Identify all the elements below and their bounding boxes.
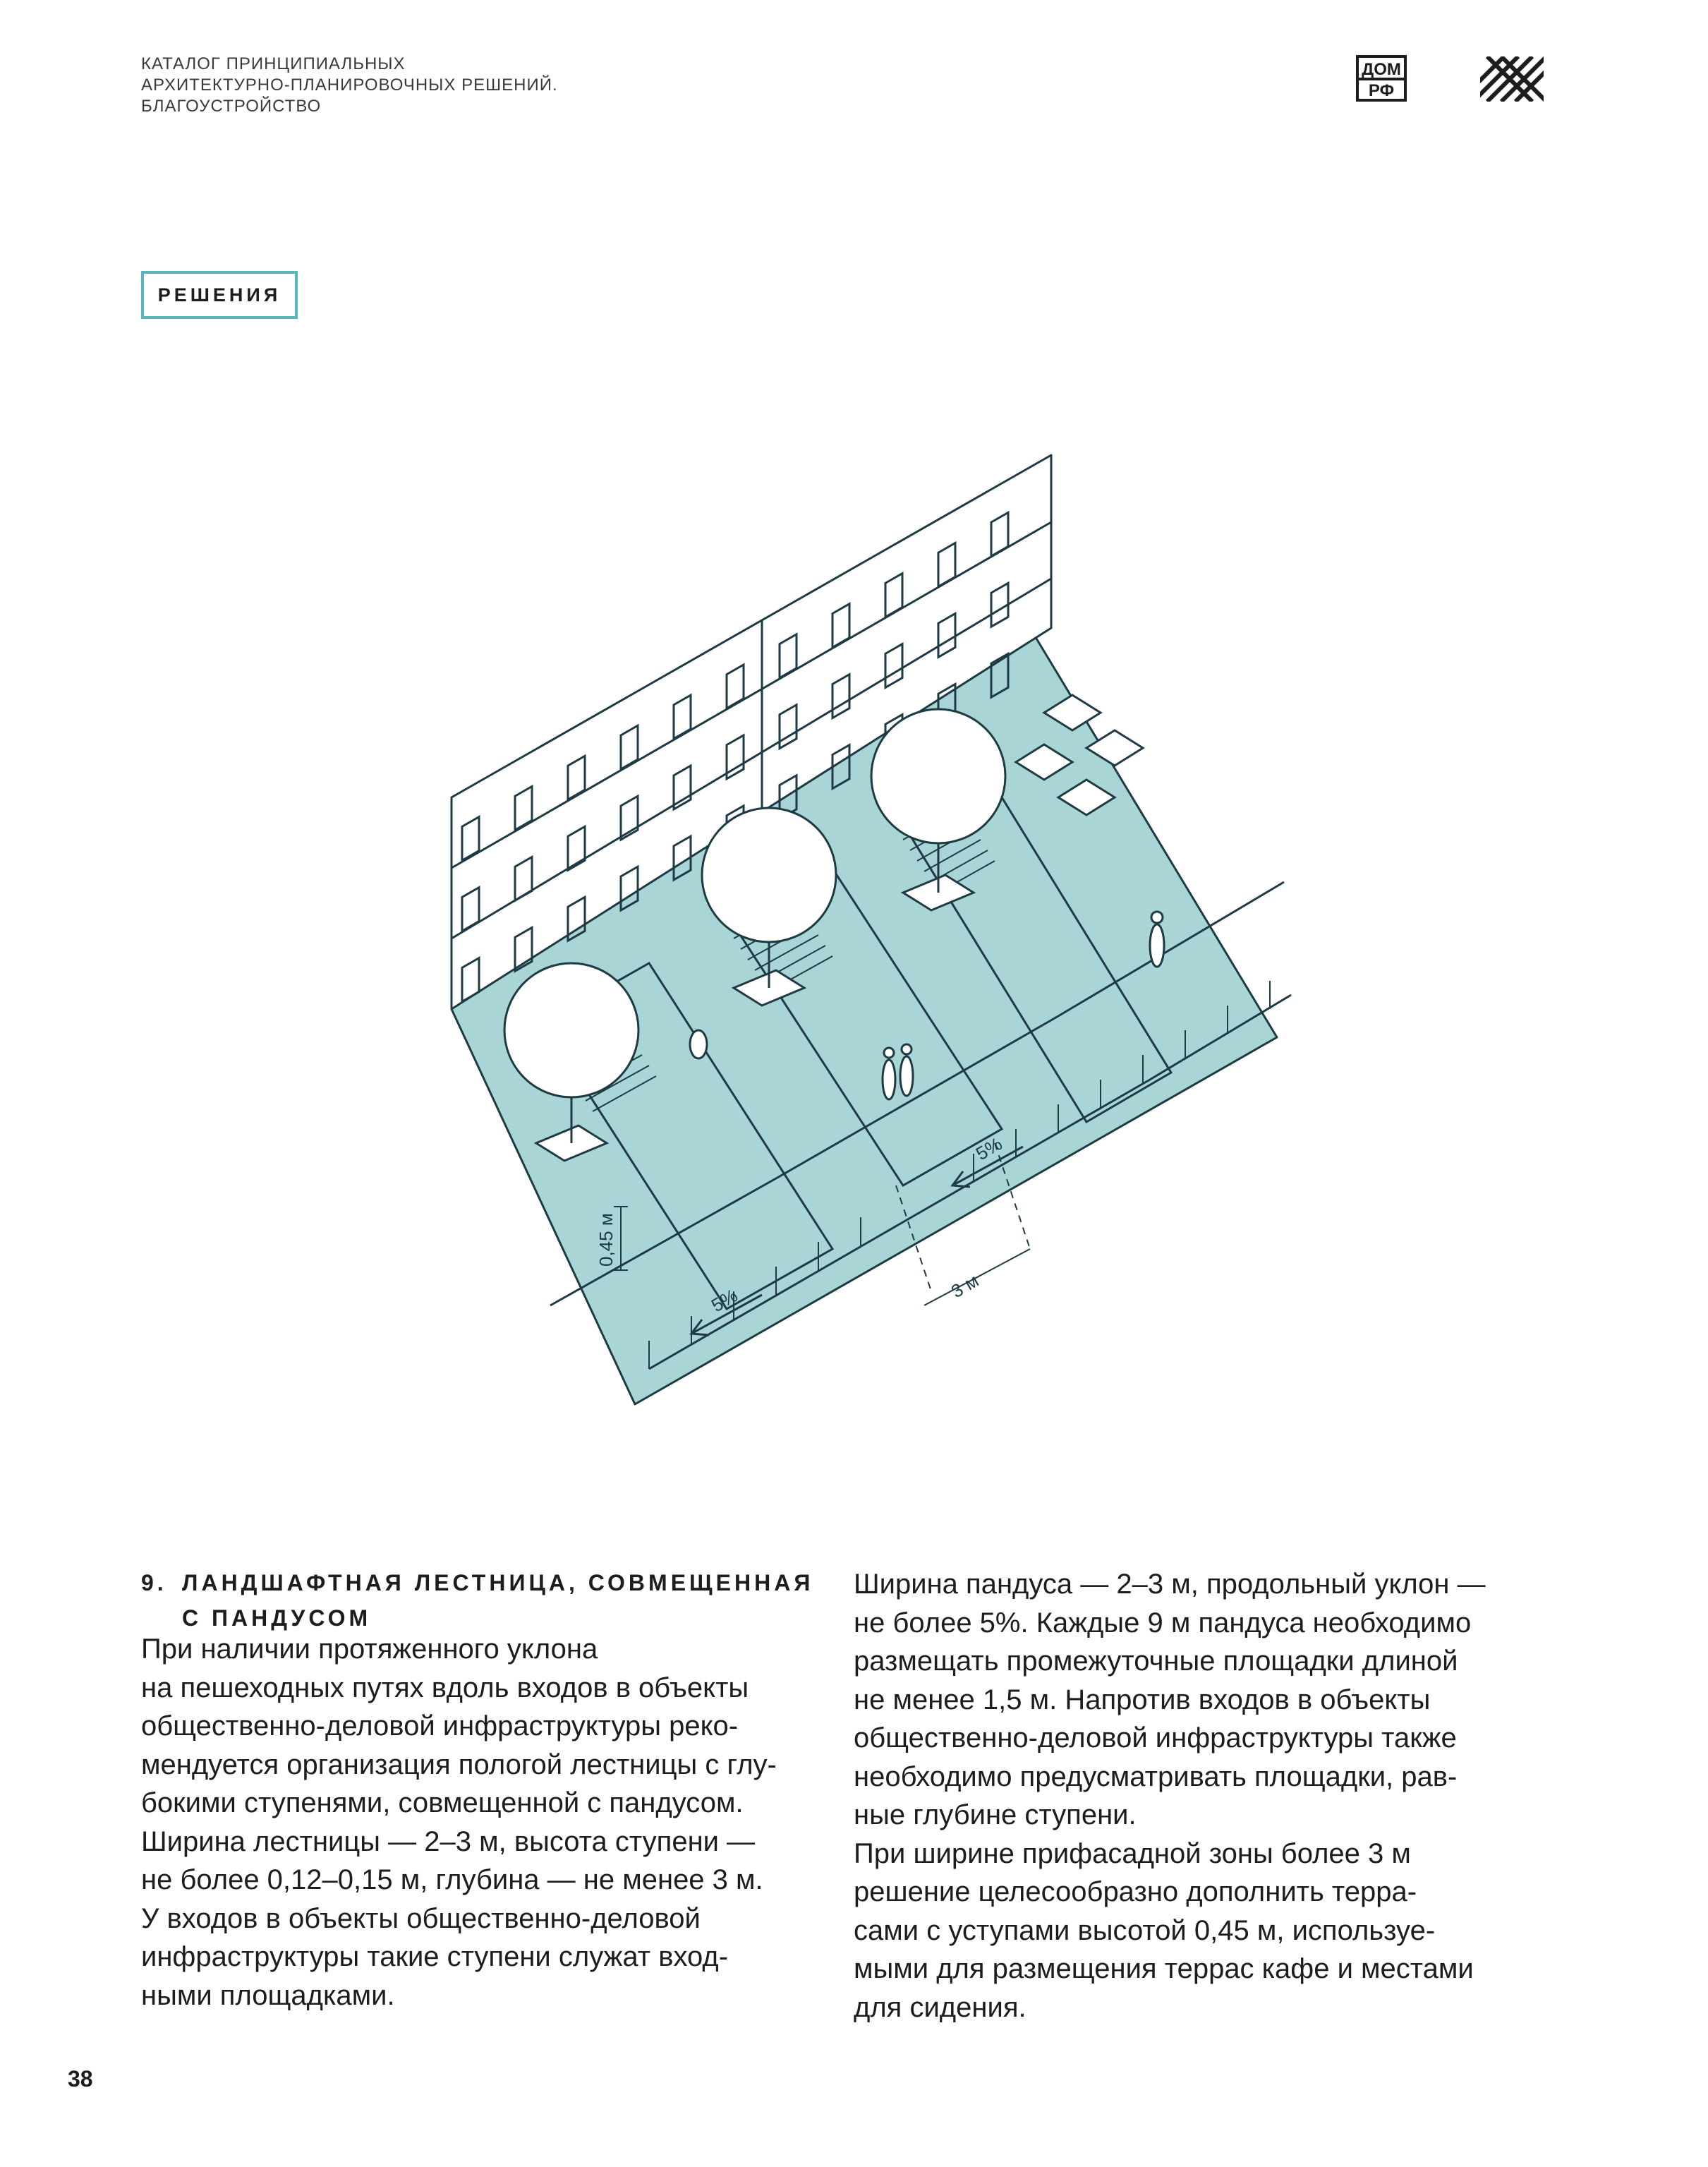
person [900, 1056, 913, 1096]
article-title-line: ЛАНДШАФТНАЯ ЛЕСТНИЦА, СОВМЕЩЕННАЯ [182, 1570, 814, 1595]
text-line: для сидения. [854, 1991, 1026, 2023]
person [883, 1060, 895, 1099]
article-text-right [854, 1565, 1524, 2027]
text-line: не более 5%. Каждые 9 м пандуса необходимо [854, 1607, 1472, 1638]
text-line: ными площадками. [141, 1979, 395, 2011]
terrace-height-label: 0,45 м [595, 1213, 617, 1267]
article-number: 9. [141, 1570, 167, 1595]
text-line: сами с уступами высотой 0,45 м, используе- [854, 1914, 1436, 1946]
section-badge: РЕШЕНИЯ [141, 271, 298, 319]
catalog-title [141, 54, 558, 117]
text-line: При ширине прифасадной зоны более 3 м [854, 1837, 1411, 1869]
text-line: на пешеходных путях вдоль входов в объекты [141, 1672, 749, 1703]
text-line: общественно-деловой инфраструктуры реко- [141, 1710, 739, 1742]
slope-label-left: 5% [708, 1284, 741, 1317]
text-line: не более 0,12–0,15 м, глубина — не менее 3 м. [141, 1864, 763, 1895]
person [690, 1030, 707, 1058]
text-line: бокими ступенями, совмещенной с пандусом. [141, 1787, 744, 1818]
landscape-stair-illustration [437, 437, 1298, 1425]
text-line: общественно-деловой инфраструктуры также [854, 1722, 1457, 1753]
dom-rf-logo [1355, 54, 1408, 103]
text-line: необходимо предусматривать площадки, рав- [854, 1761, 1458, 1792]
ramp-width-label: 3 м [947, 1269, 983, 1303]
pattern-logo-icon [1480, 56, 1544, 102]
logo-rf-text: РФ [1368, 81, 1395, 100]
text-line: При наличии протяженного уклона [141, 1634, 598, 1665]
article-title-line: С ПАНДУСОМ [182, 1605, 372, 1631]
tree-crown [504, 963, 638, 1097]
text-line: размещать промежуточные площадки длиной [854, 1646, 1458, 1677]
person [1150, 924, 1164, 967]
tree-crown [871, 709, 1005, 843]
tree-crown [702, 808, 836, 942]
article-heading [141, 1565, 818, 1636]
slope-label-right: 5% [972, 1133, 1006, 1165]
catalog-title-line: АРХИТЕКТУРНО-ПЛАНИРОВОЧНЫХ РЕШЕНИЙ. [141, 76, 558, 95]
text-line: У входов в объекты общественно-деловой [141, 1902, 701, 1934]
text-line: решение целесообразно дополнить терра- [854, 1876, 1417, 1907]
text-line: Ширина лестницы — 2–3 м, высота ступени — [141, 1825, 756, 1857]
article-text-left [141, 1630, 811, 2015]
catalog-title-line: КАТАЛОГ ПРИНЦИПИАЛЬНЫХ [141, 54, 406, 73]
text-line: ные глубине ступени. [854, 1799, 1137, 1830]
logo-dom-text: ДОМ [1362, 60, 1401, 79]
text-line: мыми для размещения террас кафе и местами [854, 1953, 1474, 1984]
page-number: 38 [68, 2066, 93, 2091]
text-line: мендуется организация пологой лестницы с глу- [141, 1749, 777, 1780]
text-line: инфраструктуры такие ступени служат вход- [141, 1941, 729, 1972]
text-line: не менее 1,5 м. Напротив входов в объекты [854, 1684, 1431, 1715]
text-line: Ширина пандуса — 2–3 м, продольный уклон — [854, 1569, 1486, 1600]
catalog-title-line: БЛАГОУСТРОЙСТВО [141, 97, 322, 116]
